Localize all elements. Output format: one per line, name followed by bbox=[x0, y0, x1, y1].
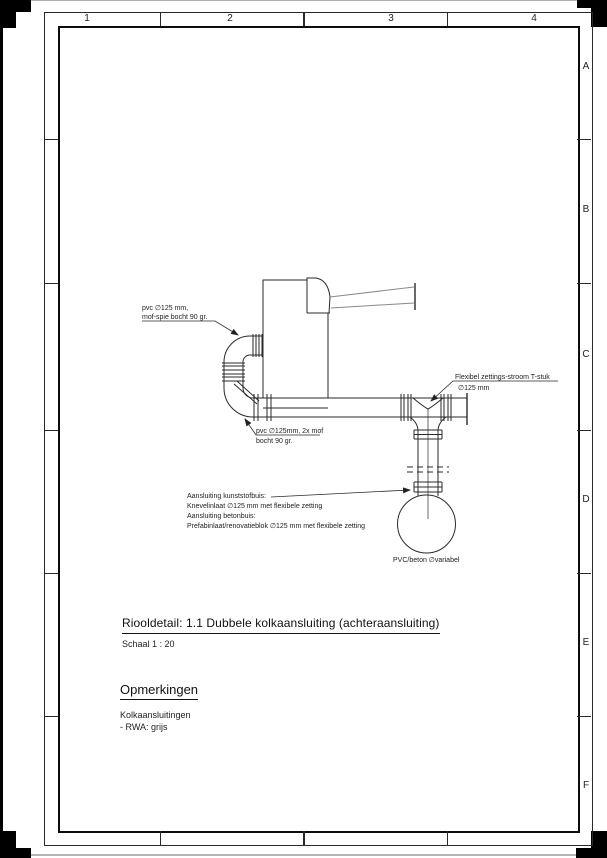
leader-lines bbox=[142, 321, 558, 497]
label-tee-line2: ∅125 mm bbox=[458, 385, 490, 392]
sewer-pipe-circle bbox=[398, 495, 456, 553]
note-line: - RWA: grijs bbox=[120, 722, 168, 732]
label-connection-line2: Knevelinlaat ∅125 mm met flexibele zetting bbox=[187, 503, 323, 510]
ruler-label-2: 2 bbox=[227, 13, 233, 24]
label-bend-bottom-line2: bocht 90 gr. bbox=[256, 438, 293, 445]
label-bend-bottom-line1: pvc ∅125mm, 2x mof bbox=[256, 428, 324, 435]
note-line: Kolkaansluitingen bbox=[120, 710, 191, 720]
outlet-pipe bbox=[330, 287, 414, 308]
ruler-label-4: 4 bbox=[531, 13, 537, 24]
kolk-body bbox=[263, 278, 330, 408]
label-sewer-pipe: PVC/beton ∅variabel bbox=[393, 557, 460, 564]
label-bend-top-line2: mof-spie bocht 90 gr. bbox=[142, 314, 208, 321]
label-tee-line1: Flexibel zettings-stroom T-stuk bbox=[455, 374, 550, 381]
drawing-scale: Schaal 1 : 20 bbox=[122, 639, 175, 649]
bend-assembly bbox=[222, 334, 263, 417]
ruler-label-3: 3 bbox=[388, 13, 394, 24]
ruler-label-F: F bbox=[582, 780, 590, 791]
ruler-label-1: 1 bbox=[84, 13, 90, 24]
label-connection-line4: Prefabinlaat/renovatieblok ∅125 mm met flexibele zetting bbox=[187, 523, 366, 530]
ruler-label-C: C bbox=[582, 349, 590, 360]
ruler-label-D: D bbox=[582, 494, 590, 505]
label-bend-top-line1: pvc ∅125 mm, bbox=[142, 305, 189, 312]
label-connection-line1: Aansluiting kunststofbuis: bbox=[187, 493, 266, 500]
notes-heading: Opmerkingen bbox=[120, 682, 198, 700]
ruler-label-A: A bbox=[582, 61, 590, 72]
ruler-label-B: B bbox=[582, 204, 590, 215]
ruler-label-E: E bbox=[582, 637, 590, 648]
drawing-title: Riooldetail: 1.1 Dubbele kolkaansluiting (achteraansluiting) bbox=[122, 616, 440, 634]
label-connection-line3: Aansluiting betonbuis: bbox=[187, 513, 256, 520]
